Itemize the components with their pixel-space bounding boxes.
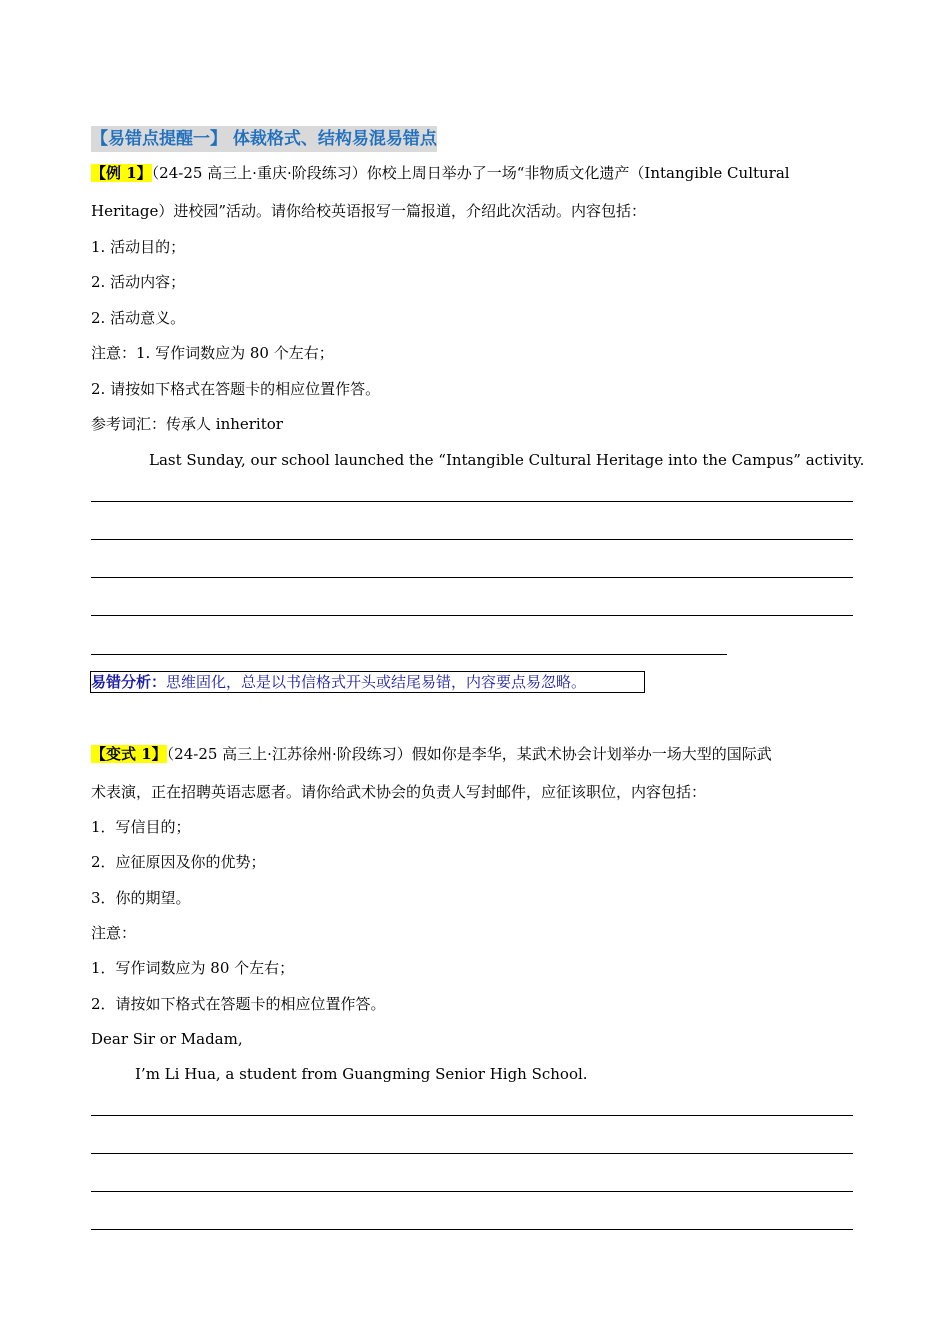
example1-item-2: 2. 活动内容； [91, 273, 186, 291]
variant1-opening: I’m Li Hua, a student from Guangming Senior High School. [135, 1065, 588, 1083]
answer-line [91, 1115, 853, 1116]
answer-line [91, 1191, 853, 1192]
answer-line [91, 1229, 853, 1230]
answer-line [91, 654, 727, 655]
example1-opening: Last Sunday, our school launched the “Intangible Cultural Heritage into the Campus” activity. [149, 451, 865, 469]
error-analysis-box [90, 671, 645, 693]
variant1-salutation: Dear Sir or Madam, [91, 1030, 243, 1048]
variant1-intro-line2: 术表演，正在招聘英语志愿者。请你给武术协会的负责人写封邮件，应征该职位，内容包括： [91, 783, 707, 801]
variant1-item-3: 3．你的期望。 [91, 889, 191, 907]
answer-line [91, 1153, 853, 1154]
variant1-item-1: 1．写信目的； [91, 818, 191, 836]
variant1-note-2: 2．请按如下格式在答题卡的相应位置作答。 [91, 995, 386, 1013]
example1-item-1: 1. 活动目的； [91, 238, 186, 256]
variant1-tag: 【变式 1】 [91, 745, 167, 763]
example1-vocab: 参考词汇：传承人 inheritor [91, 415, 283, 433]
answer-line [91, 615, 853, 616]
example1-note-1: 注意：1. 写作词数应为 80 个左右； [91, 344, 334, 362]
section-heading: 【易错点提醒一】 体裁格式、结构易混易错点 [91, 126, 437, 152]
variant1-item-2: 2．应征原因及你的优势； [91, 853, 266, 871]
example1-intro-text: （24-25 高三上·重庆·阶段练习）你校上周日举办了一场“非物质文化遗产（Intangible Cultural [151, 164, 790, 182]
example1-item-3: 2. 活动意义。 [91, 309, 186, 327]
variant1-intro-text: （24-25 高三上·江苏徐州·阶段练习）假如你是李华，某武术协会计划举办一场大型的国际武 [166, 745, 772, 763]
error-analysis-text: 思维固化，总是以书信格式开头或结尾易错，内容要点易忽略。 [166, 673, 587, 691]
example1-note-2: 2. 请按如下格式在答题卡的相应位置作答。 [91, 380, 381, 398]
variant1-note-1: 1．写作词数应为 80 个左右； [91, 959, 295, 977]
error-analysis-label: 易错分析： [91, 673, 167, 691]
answer-line [91, 539, 853, 540]
answer-line [91, 577, 853, 578]
answer-line [91, 501, 853, 502]
example1-intro-line2: Heritage）进校园”活动。请你给校英语报写一篇报道，介绍此次活动。内容包括： [91, 202, 647, 220]
variant1-note-label: 注意： [91, 924, 137, 942]
variant1-intro-line1 [91, 743, 772, 765]
example1-intro-line1 [91, 162, 790, 184]
example1-tag: 【例 1】 [91, 164, 152, 182]
